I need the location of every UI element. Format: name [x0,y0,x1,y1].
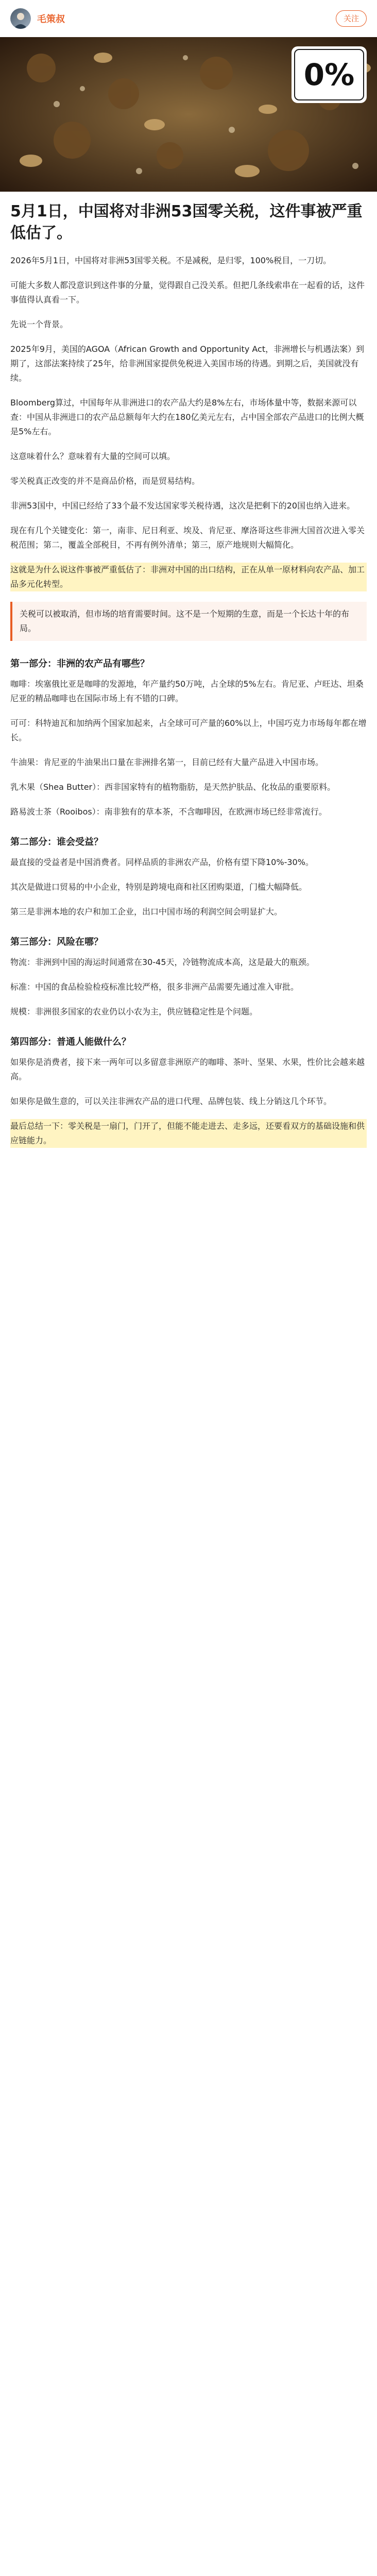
paragraph: 标准：中国的食品检验检疫标准比较严格，很多非洲产品需要先通过准入审批。 [10,982,299,992]
paragraph: 零关税真正改变的并不是商品价格，而是贸易结构。 [10,476,200,486]
section-heading: 第一部分：非洲的农产品有哪些？ [10,658,149,669]
paragraph: 先说一个背景。 [10,319,68,329]
hero-image [0,37,377,192]
follow-button[interactable]: 关注 [336,10,367,27]
author-header [0,0,377,37]
paragraph: 这意味着什么？意味着有大量的空间可以填。 [10,451,176,461]
paragraph: 如果你是消费者，接下来一两年可以多留意非洲原产的咖啡、茶叶、坚果、水果，性价比会越来越高。 [10,1057,365,1081]
paragraph: 可能大多数人都没意识到这件事的分量，觉得跟自己没关系。但把几条线索串在一起看的话，这件事值得认真看一下。 [10,280,365,304]
paragraph: 乳木果（Shea Butter）：西非国家特有的植物脂肪，是天然护肤品、化妆品的重要原料。 [10,782,336,792]
avatar[interactable] [10,8,31,29]
article-body [10,201,367,1158]
author-name[interactable]: 毛策叔 [37,14,65,25]
paragraph: 牛油果：肯尼亚的牛油果出口量在非洲排名第一，目前已经有大量产品进入中国市场。 [10,757,324,767]
pull-quote: 关税可以被取消，但市场的培育需要时间。这不是一个短期的生意，而是一个长达十年的布局。 [10,602,367,641]
section-heading: 第四部分：普通人能做什么？ [10,1037,131,1047]
paragraph: 如果你是做生意的，可以关注非洲农产品的进口代理、品牌包装、线上分销这几个环节。 [10,1096,332,1106]
paragraph: 规模：非洲很多国家的农业仍以小农为主，供应链稳定性是个问题。 [10,1007,258,1016]
paragraph: 其次是做进口贸易的中小企业，特别是跨境电商和社区团购渠道，门槛大幅降低。 [10,882,307,892]
section-heading: 第三部分：风险在哪？ [10,937,103,947]
paragraph: 可可：科特迪瓦和加纳两个国家加起来，占全球可可产量的60%以上，中国巧克力市场每年都在增长。 [10,718,367,742]
article-title: 5月1日，中国将对非洲53国零关税，这件事被严重低估了。 [10,202,363,242]
section-heading: 第二部分：谁会受益？ [10,837,103,848]
paragraph: 现在有几个关键变化：第一，南非、尼日利亚、埃及、肯尼亚、摩洛哥这些非洲大国首次进入零关税范围；第二，覆盖全部税目，不再有例外清单；第三，原产地规则大幅简化。 [10,526,365,550]
paragraph: 第三是非洲本地的农户和加工企业，出口中国市场的利润空间会明显扩大。 [10,907,283,917]
paragraph: 咖啡：埃塞俄比亚是咖啡的发源地，年产量约50万吨，占全球的5%左右。肯尼亚、卢旺达、坦桑尼亚的精品咖啡也在国际市场上有不错的口碑。 [10,679,364,703]
paragraph: 路易波士茶（Rooibos）：南非独有的草本茶，不含咖啡因，在欧洲市场已经非常流行。 [10,807,327,817]
zero-percent-badge: 0% [303,57,355,92]
paragraph: 非洲53国中，中国已经给了33个最不发达国家零关税待遇，这次是把剩下的20国也纳入进来。 [10,501,355,511]
paragraph: Bloomberg算过，中国每年从非洲进口的农产品大约是8%左右，市场体量中等，数据来源可以查：中国从非洲进口的农产品总额每年大约在180亿美元左右，占中国全部农产品进口的比例大概是5%左右。 [10,398,364,436]
paragraph: 2025年9月，美国的AGOA（African Growth and Opportunity Act，非洲增长与机遇法案）到期了，这部法案持续了25年，给非洲国家提供免税进入美国市场的待遇。到期之后，美国就没有续。 [10,344,365,383]
article-lead: 2026年5月1日，中国将对非洲53国零关税。不是减税，是归零，100%税目，一刀切。 [10,256,332,265]
conclusion-paragraph: 最后总结一下：零关税是一扇门，门开了，但能不能走进去、走多远，还要看双方的基础设施和供应链能力。 [10,1119,367,1148]
paragraph: 最直接的受益者是中国消费者。同样品质的非洲农产品，价格有望下降10%-30%。 [10,857,314,867]
paragraph: 物流：非洲到中国的海运时间通常在30-45天，冷链物流成本高，这是最大的瓶颈。 [10,957,315,967]
highlight-paragraph: 这就是为什么说这件事被严重低估了：非洲对中国的出口结构，正在从单一原材料向农产品、加工品多元化转型。 [10,563,367,591]
